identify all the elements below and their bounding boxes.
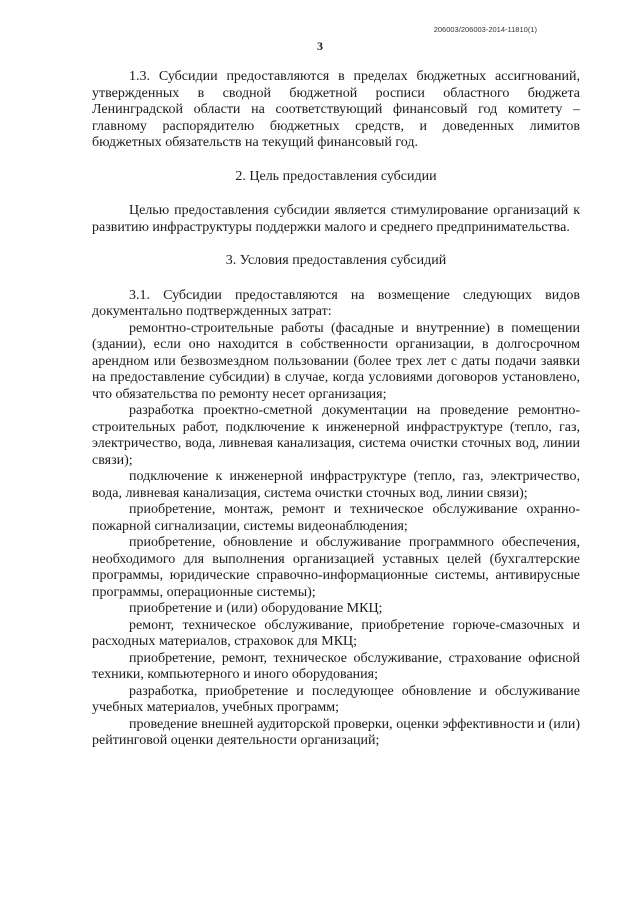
section-2-heading: 2. Цель предоставления субсидии <box>235 168 437 184</box>
page-number: 3 <box>317 39 323 53</box>
paragraph-3-1: 3.1. Субсидии предоставляются на возмещение следующих видов документально подтвержденных затрат: <box>92 287 580 319</box>
list-item: ремонтно-строительные работы (фасадные и внутренние) в помещении (здании), если оно находится в собственности организации, в долгосрочном арендном или безвозмездном пользовании (более трех лет с даты подачи заявки на предоставление субсидии) в случае, когда условиями договоров установлено, что обязательства по ремонту несет организация; <box>92 320 580 402</box>
list-item: приобретение, ремонт, техническое обслуживание, страхование офисной техники, компьютерного и иного оборудования; <box>92 650 580 682</box>
paragraph-1-3: 1.3. Субсидии предоставляются в пределах бюджетных ассигнований, утвержденных в сводной бюджетной росписи областного бюджета Ленинградской области на соответствующий финансовый год комитету – главному распорядителю бюджетных средств, и доведенных лимитов бюджетных обязательств на текущий финансовый год. <box>92 69 580 150</box>
section-3-heading: 3. Условия предоставления субсидий <box>225 253 447 268</box>
list-item: приобретение, монтаж, ремонт и техническое обслуживание охранно-пожарной сигнализации, системы видеонаблюдения; <box>92 502 580 534</box>
list-item: приобретение и (или) оборудование МКЦ; <box>129 601 383 616</box>
list-item: разработка, приобретение и последующее обновление и обслуживание учебных материалов, учебных программ; <box>92 683 580 715</box>
list-item: разработка проектно-сметной документации на проведение ремонтно-строительных работ, подключение к инженерной инфраструктуре (тепло, газ, электричество, вода, ливневая канализация, система очистки сточных вод, линии связи); <box>92 403 580 468</box>
list-item: проведение внешней аудиторской проверки, оценки эффективности и (или) рейтинговой оценки деятельности организаций; <box>92 716 580 748</box>
document-id: 206003/206003-2014-11810(1) <box>433 25 537 34</box>
list-item: подключение к инженерной инфраструктуре (тепло, газ, электричество, вода, ливневая канализация, система очистки сточных вод, линии связи); <box>92 469 580 501</box>
list-item: ремонт, техническое обслуживание, приобретение горюче-смазочных и расходных материалов, страховок для МКЦ; <box>92 617 580 649</box>
list-item: приобретение, обновление и обслуживание программного обеспечения, необходимого для выполнения организацией уставных целей (бухгалтерские программы, юридические справочно-информационные системы, антивирусные программы, операционные системы); <box>92 535 580 600</box>
paragraph-2: Целью предоставления субсидии является стимулирование организаций к развитию инфраструктуры поддержки малого и среднего предпринимательства. <box>92 203 580 235</box>
document-body <box>92 69 580 750</box>
